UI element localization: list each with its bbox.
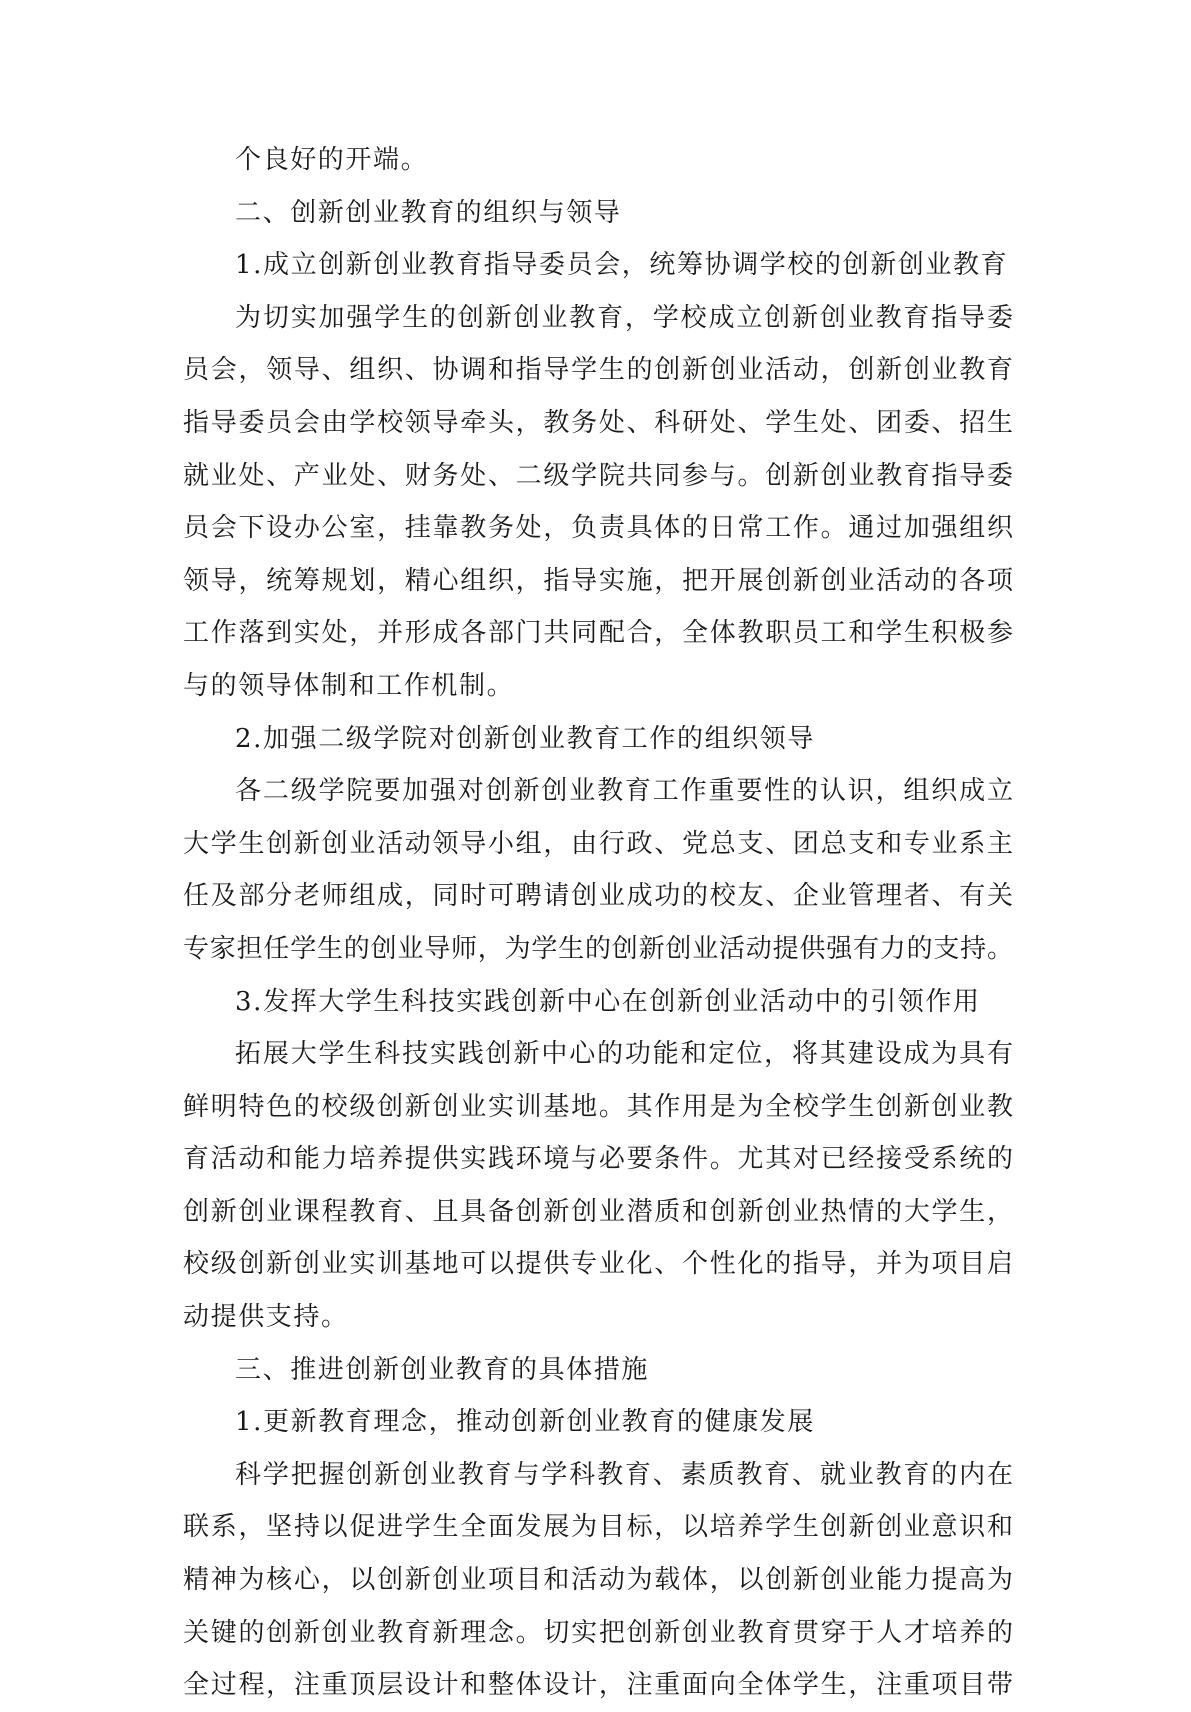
text-line: 拓展大学生科技实践创新中心的功能和定位，将其建设成为具有 xyxy=(235,1039,1013,1070)
text-line: 关键的创新创业教育新理念。切实把创新创业教育贯穿于人才培养的 xyxy=(183,1617,1013,1648)
text-line: 任及部分老师组成，同时可聘请创业成功的校友、企业管理者、有关 xyxy=(183,881,1013,912)
text-line: 3.发挥大学生科技实践创新中心在创新创业活动中的引领作用 xyxy=(235,986,981,1017)
text-line: 校级创新创业实训基地可以提供专业化、个性化的指导，并为项目启 xyxy=(183,1249,1013,1280)
text-line: 精神为核心，以创新创业项目和活动为载体，以创新创业能力提高为 xyxy=(183,1565,1013,1596)
text-line: 鲜明特色的校级创新创业实训基地。其作用是为全校学生创新创业教 xyxy=(183,1091,1013,1122)
text-line: 全过程，注重顶层设计和整体设计，注重面向全体学生，注重项目带 xyxy=(183,1670,1013,1701)
text-line: 三、推进创新创业教育的具体措施 xyxy=(235,1354,650,1385)
text-line: 个良好的开端。 xyxy=(235,145,429,175)
text-line: 工作落到实处，并形成各部门共同配合，全体教职员工和学生积极参 xyxy=(183,618,1013,649)
text-line: 联系，坚持以促进学生全面发展为目标，以培养学生创新创业意识和 xyxy=(183,1512,1013,1543)
text-line: 指导委员会由学校领导牵头，教务处、科研处、学生处、团委、招生 xyxy=(183,407,1013,438)
text-line: 员会下设办公室，挂靠教务处，负责具体的日常工作。通过加强组织 xyxy=(183,513,1013,544)
text-line: 为切实加强学生的创新创业教育，学校成立创新创业教育指导委 xyxy=(235,302,1013,333)
text-line: 各二级学院要加强对创新创业教育工作重要性的认识，组织成立 xyxy=(235,776,1013,807)
text-line: 二、创新创业教育的组织与领导 xyxy=(235,197,622,228)
text-line: 2.加强二级学院对创新创业教育工作的组织领导 xyxy=(235,723,816,754)
text-line: 员会，领导、组织、协调和指导学生的创新创业活动，创新创业教育 xyxy=(183,355,1013,386)
text-line: 专家担任学生的创业导师，为学生的创新创业活动提供强有力的支持。 xyxy=(183,933,1013,964)
text-line: 大学生创新创业活动领导小组，由行政、党总支、团总支和专业系主 xyxy=(183,828,1013,859)
text-line: 育活动和能力培养提供实践环境与必要条件。尤其对已经接受系统的 xyxy=(183,1144,1013,1175)
text-line: 就业处、产业处、财务处、二级学院共同参与。创新创业教育指导委 xyxy=(183,460,1013,491)
text-line: 1.更新教育理念，推动创新创业教育的健康发展 xyxy=(235,1407,816,1438)
document-body xyxy=(183,134,1013,1712)
text-line: 科学把握创新创业教育与学科教育、素质教育、就业教育的内在 xyxy=(235,1459,1013,1490)
text-line: 动提供支持。 xyxy=(183,1302,349,1333)
text-line: 创新创业课程教育、且具备创新创业潜质和创新创业热情的大学生， xyxy=(183,1196,1013,1227)
text-line: 1.成立创新创业教育指导委员会，统筹协调学校的创新创业教育 xyxy=(235,250,1009,281)
text-line: 领导，统筹规划，精心组织，指导实施，把开展创新创业活动的各项 xyxy=(183,565,1013,596)
text-line: 与的领导体制和工作机制。 xyxy=(183,670,515,701)
